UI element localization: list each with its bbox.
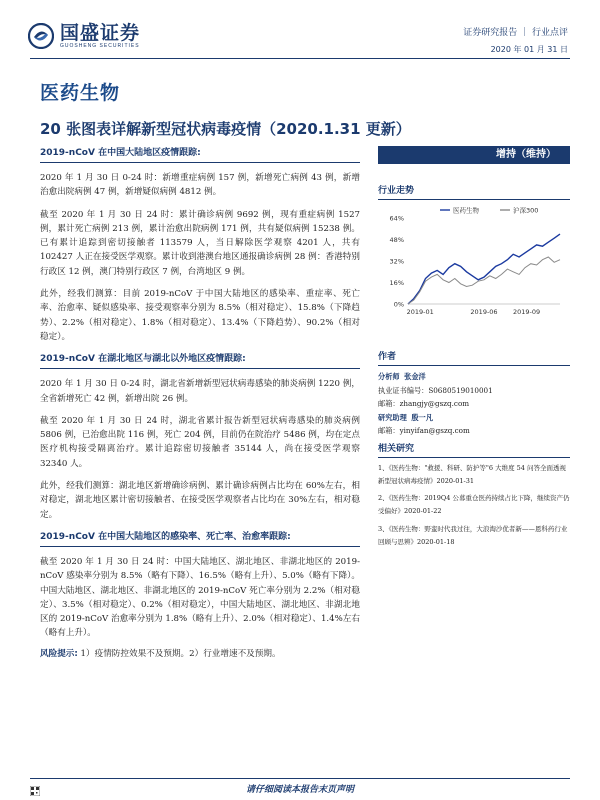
- section-divider: [378, 365, 570, 366]
- series-line: [408, 234, 560, 304]
- section-divider: [40, 546, 360, 547]
- paragraph: 截至 2020 年 1 月 30 日 24 时：累计确诊病例 9692 例，现有重症病例 1527 例，累计死亡病例 213 例，累计治愈出院病例 171 例，共有疑似病例 15238 例。已有累计追踪到密切接触者 113579 人，当日解除医学观察 4201 人，共有 102427 人正在接受医学观察。累计收到港澳台地区通报确诊病例 28 例：香港特别行政区 12 例，澳门特别行政区 7 例，台湾地区 9 例。: [40, 209, 360, 277]
- section-heading: 2019-nCoV 在中国大陆地区疫情跟踪:: [40, 148, 201, 158]
- related-list: [378, 462, 570, 550]
- report-type: 证券研究报告 ｜ 行业点评: [463, 28, 568, 38]
- related-item[interactable]: 3、《医药生物：野蛮时代我过往，大浪淘沙优者新——恩科药行业回顾与思辨》2020-01-18: [378, 524, 568, 546]
- related-item[interactable]: 1、《医药生物："救援、科研、防护等"6 大维度 54 问答全面透视新型冠状病毒疫情》2020-01-31: [378, 463, 566, 485]
- paragraph: 此外，经我们测算：湖北地区新增确诊病例、累计确诊病例占比均在 60%左右，相对稳定，湖北地区累计密切接触者、在接受医学观察者占比均在 30%左右，相对稳定。: [40, 481, 360, 520]
- x-tick-label: 2019-06: [470, 308, 498, 316]
- related-item[interactable]: 2、《医药生物：2019Q4 公募重仓医药持续占比下降，继续资产仍受偏好》2020-01-22: [378, 494, 570, 516]
- header-divider: [30, 58, 570, 59]
- section-divider: [40, 368, 360, 369]
- y-tick-label: 64%: [389, 214, 404, 223]
- legend-label: 医药生物: [453, 206, 479, 215]
- analyst-license: 执业证书编号：S0680519010001: [378, 385, 493, 395]
- footer-disclaimer: 请仔细阅读本报告末页声明: [245, 785, 354, 795]
- section-divider: [378, 199, 570, 200]
- x-tick-label: 2019-09: [512, 308, 541, 316]
- risk-warning: [40, 647, 360, 661]
- sidebar: [378, 146, 570, 549]
- assistant-role: 研究助理: [378, 412, 407, 422]
- risk-label: 风险提示:: [40, 648, 78, 659]
- report-title: 20 张图表详解新型冠状病毒疫情（2020.1.31 更新）: [40, 120, 411, 138]
- section-divider: [378, 457, 570, 458]
- section-divider: [40, 162, 360, 163]
- rating-badge: 增持（维持）: [378, 146, 570, 164]
- section-heading: 2019-nCoV 在湖北地区与湖北以外地区疫情跟踪:: [40, 354, 246, 365]
- analyst-email: 邮箱：zhangjy@gszq.com: [378, 399, 470, 408]
- paragraph: 2020 年 1 月 30 日 0-24 时，湖北省新增新型冠状病毒感染的肺炎病例 1220 例，全省新增死亡 42 例，新增出院 26 例。: [40, 379, 360, 404]
- trend-heading: 行业走势: [378, 186, 415, 196]
- analyst-role: 分析师: [378, 372, 400, 381]
- x-tick-label: 2019-01: [406, 308, 434, 316]
- series-line: [408, 257, 560, 304]
- sector-title: 医药生物: [40, 82, 121, 104]
- section-heading: 2019-nCoV 在中国大陆地区的感染率、死亡率、治愈率跟踪:: [40, 531, 291, 542]
- paragraph: 2020 年 1 月 30 日 0-24 时：新增重症病例 157 例，新增死亡病例 43 例，新增治愈出院病例 47 例，新增疑似病例 4812 例。: [40, 173, 360, 198]
- y-tick-label: 32%: [389, 257, 404, 266]
- y-tick-label: 16%: [389, 279, 404, 287]
- y-tick-label: 0%: [393, 300, 404, 309]
- assistant-name: 殷一凡: [411, 412, 433, 422]
- logo-cn-text: 国盛证券: [60, 21, 141, 44]
- legend-label: 沪深300: [513, 206, 539, 215]
- y-tick-label: 48%: [389, 236, 404, 244]
- logo-en-text: GUOSHENG SECURITIES: [60, 42, 140, 49]
- risk-text: 1）疫情防控效果不及预期。2）行业增速不及预期。: [77, 648, 281, 659]
- main-content: [40, 146, 360, 669]
- logo-icon: [28, 23, 54, 49]
- industry-trend-chart: [378, 204, 570, 324]
- analyst-name: 张金洋: [404, 372, 426, 381]
- footer-divider: [30, 778, 570, 779]
- analyst-info: [378, 370, 570, 438]
- paragraph: 此外，经我们测算：目前 2019-nCoV 于中国大陆地区的感染率、重症率、死亡率、治愈率、疑似感染率、接受观察率分别为 8.5%（相对稳定）、15.8%（下降趋势）、2.2%（相对稳定）、1.8%（相对稳定）、13.4%（下降趋势）、90.2%（相对稳定）。: [40, 289, 360, 342]
- related-heading: 相关研究: [378, 443, 415, 454]
- report-date: 2020 年 01 月 31 日: [490, 45, 568, 54]
- author-heading: 作者: [378, 352, 397, 362]
- company-logo: [28, 18, 168, 54]
- assistant-email: 邮箱：yinyifan@gszq.com: [378, 426, 470, 435]
- paragraph: 截至 2020 年 1 月 30 日 24 时：中国大陆地区、湖北地区、非湖北地区的 2019-nCoV 感染率分别为 8.5%（略有下降）、16.5%（略有上升）、5.0%（略有下降）。中国大陆地区、湖北地区、非湖北地区的 2019-nCoV 死亡率分别为 2.2%（相对稳定）、3.5%（相对稳定）、0.2%（相对稳定），中国大陆地区、湖北地区、非湖北地区的 2019-nCoV 治愈率分别为 1.8%（略有上升）、2.0%（相对稳定）、1.4%左右（略有上升）。: [40, 556, 360, 639]
- paragraph: 截至 2020 年 1 月 30 日 24 时，湖北省累计报告新型冠状病毒感染的肺炎病例 5806 例，已治愈出院 116 例，死亡 204 例，目前仍在院治疗 5486 例，均在定点医疗机构接受隔离治疗。累计追踪密切接触者 35144 人，尚在接受医学观察 32340 人。: [40, 415, 360, 469]
